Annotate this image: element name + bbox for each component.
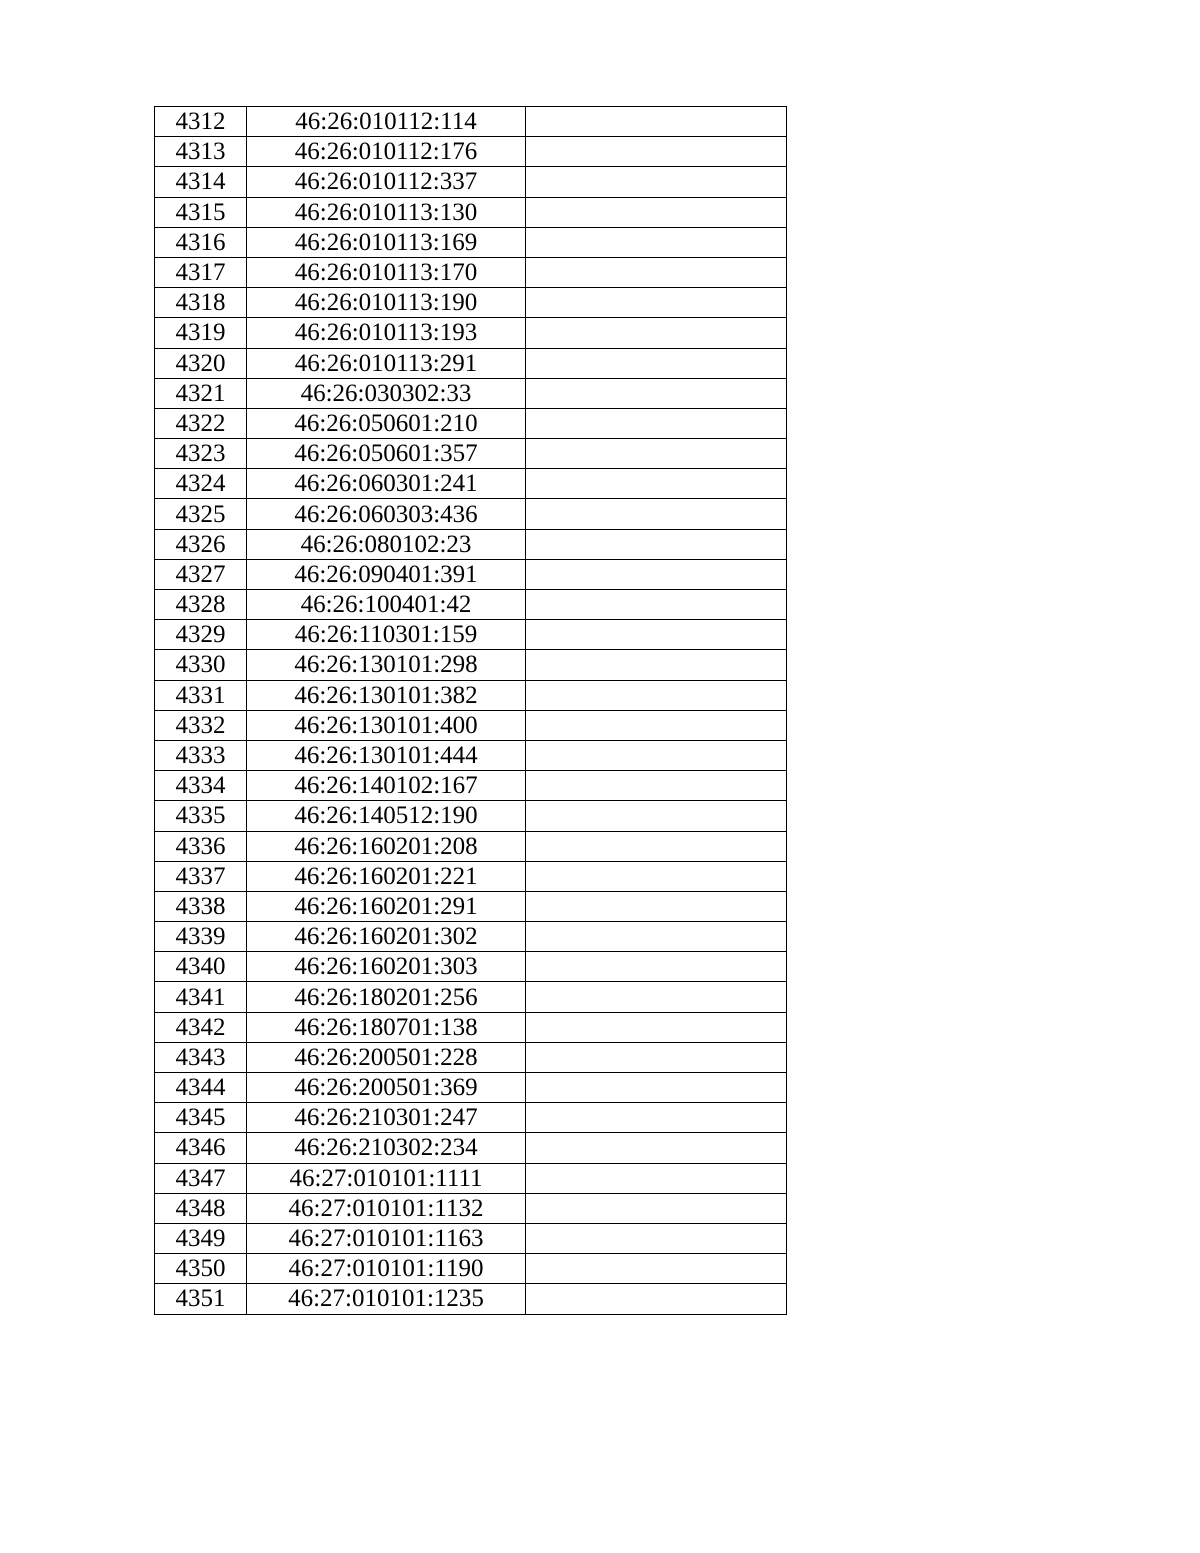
- note-cell: [526, 801, 787, 831]
- note-cell: [526, 982, 787, 1012]
- cadastral-number-cell: 46:26:130101:382: [247, 680, 526, 710]
- cadastral-number-cell: 46:27:010101:1235: [247, 1284, 526, 1314]
- cadastral-number-cell: 46:26:160201:303: [247, 952, 526, 982]
- note-cell: [526, 771, 787, 801]
- row-number-cell: 4314: [155, 167, 247, 197]
- note-cell: [526, 227, 787, 257]
- cadastral-number-cell: 46:26:160201:291: [247, 891, 526, 921]
- table-row: [155, 348, 787, 378]
- table-row: [155, 861, 787, 891]
- cadastral-number-cell: 46:26:140512:190: [247, 801, 526, 831]
- cadastral-number-cell: 46:26:160201:221: [247, 861, 526, 891]
- cadastral-number-cell: 46:26:180701:138: [247, 1012, 526, 1042]
- note-cell: [526, 740, 787, 770]
- table-row: [155, 952, 787, 982]
- row-number-cell: 4319: [155, 318, 247, 348]
- row-number-cell: 4333: [155, 740, 247, 770]
- cadastral-number-cell: 46:26:050601:357: [247, 439, 526, 469]
- table-row: [155, 1133, 787, 1163]
- table-row: [155, 288, 787, 318]
- note-cell: [526, 529, 787, 559]
- row-number-cell: 4328: [155, 590, 247, 620]
- row-number-cell: 4351: [155, 1284, 247, 1314]
- table-row: [155, 167, 787, 197]
- note-cell: [526, 1163, 787, 1193]
- cadastral-number-cell: 46:26:210301:247: [247, 1103, 526, 1133]
- table-row: [155, 1193, 787, 1223]
- table-row: [155, 771, 787, 801]
- row-number-cell: 4350: [155, 1254, 247, 1284]
- row-number-cell: 4325: [155, 499, 247, 529]
- note-cell: [526, 167, 787, 197]
- table-row: [155, 1012, 787, 1042]
- cadastral-table: [154, 106, 787, 1315]
- note-cell: [526, 1284, 787, 1314]
- note-cell: [526, 861, 787, 891]
- cadastral-number-cell: 46:26:130101:298: [247, 650, 526, 680]
- row-number-cell: 4347: [155, 1163, 247, 1193]
- row-number-cell: 4343: [155, 1042, 247, 1072]
- note-cell: [526, 137, 787, 167]
- cadastral-number-cell: 46:26:090401:391: [247, 559, 526, 589]
- table-row: [155, 529, 787, 559]
- row-number-cell: 4322: [155, 408, 247, 438]
- table-row: [155, 922, 787, 952]
- row-number-cell: 4338: [155, 891, 247, 921]
- cadastral-number-cell: 46:27:010101:1190: [247, 1254, 526, 1284]
- cadastral-number-cell: 46:26:010113:193: [247, 318, 526, 348]
- note-cell: [526, 439, 787, 469]
- row-number-cell: 4326: [155, 529, 247, 559]
- note-cell: [526, 1103, 787, 1133]
- note-cell: [526, 408, 787, 438]
- cadastral-number-cell: 46:26:080102:23: [247, 529, 526, 559]
- cadastral-number-cell: 46:26:210302:234: [247, 1133, 526, 1163]
- cadastral-number-cell: 46:26:030302:33: [247, 378, 526, 408]
- table-row: [155, 378, 787, 408]
- note-cell: [526, 318, 787, 348]
- table-row: [155, 650, 787, 680]
- row-number-cell: 4340: [155, 952, 247, 982]
- note-cell: [526, 1223, 787, 1253]
- cadastral-table-body: [155, 107, 787, 1315]
- cadastral-number-cell: 46:26:160201:208: [247, 831, 526, 861]
- table-row: [155, 590, 787, 620]
- note-cell: [526, 1042, 787, 1072]
- table-row: [155, 1223, 787, 1253]
- note-cell: [526, 559, 787, 589]
- note-cell: [526, 348, 787, 378]
- table-row: [155, 891, 787, 921]
- table-row: [155, 439, 787, 469]
- cadastral-number-cell: 46:26:060301:241: [247, 469, 526, 499]
- cadastral-number-cell: 46:27:010101:1163: [247, 1223, 526, 1253]
- table-row: [155, 408, 787, 438]
- table-row: [155, 499, 787, 529]
- note-cell: [526, 378, 787, 408]
- table-row: [155, 1284, 787, 1314]
- row-number-cell: 4320: [155, 348, 247, 378]
- note-cell: [526, 831, 787, 861]
- cadastral-number-cell: 46:26:010112:337: [247, 167, 526, 197]
- table-row: [155, 740, 787, 770]
- row-number-cell: 4344: [155, 1073, 247, 1103]
- cadastral-number-cell: 46:26:010113:170: [247, 257, 526, 287]
- cadastral-number-cell: 46:26:100401:42: [247, 590, 526, 620]
- table-row: [155, 620, 787, 650]
- row-number-cell: 4330: [155, 650, 247, 680]
- row-number-cell: 4339: [155, 922, 247, 952]
- note-cell: [526, 620, 787, 650]
- row-number-cell: 4323: [155, 439, 247, 469]
- note-cell: [526, 590, 787, 620]
- note-cell: [526, 107, 787, 137]
- row-number-cell: 4332: [155, 710, 247, 740]
- row-number-cell: 4346: [155, 1133, 247, 1163]
- row-number-cell: 4336: [155, 831, 247, 861]
- note-cell: [526, 922, 787, 952]
- table-row: [155, 982, 787, 1012]
- row-number-cell: 4337: [155, 861, 247, 891]
- cadastral-number-cell: 46:26:200501:228: [247, 1042, 526, 1072]
- cadastral-number-cell: 46:26:130101:400: [247, 710, 526, 740]
- table-row: [155, 1073, 787, 1103]
- note-cell: [526, 680, 787, 710]
- row-number-cell: 4313: [155, 137, 247, 167]
- row-number-cell: 4317: [155, 257, 247, 287]
- cadastral-number-cell: 46:26:010113:169: [247, 227, 526, 257]
- row-number-cell: 4342: [155, 1012, 247, 1042]
- note-cell: [526, 499, 787, 529]
- table-row: [155, 1254, 787, 1284]
- note-cell: [526, 1012, 787, 1042]
- row-number-cell: 4334: [155, 771, 247, 801]
- row-number-cell: 4315: [155, 197, 247, 227]
- row-number-cell: 4324: [155, 469, 247, 499]
- cadastral-number-cell: 46:26:130101:444: [247, 740, 526, 770]
- table-row: [155, 318, 787, 348]
- table-row: [155, 1103, 787, 1133]
- note-cell: [526, 1133, 787, 1163]
- row-number-cell: 4327: [155, 559, 247, 589]
- note-cell: [526, 1073, 787, 1103]
- row-number-cell: 4321: [155, 378, 247, 408]
- note-cell: [526, 197, 787, 227]
- note-cell: [526, 288, 787, 318]
- note-cell: [526, 1254, 787, 1284]
- table-row: [155, 710, 787, 740]
- row-number-cell: 4348: [155, 1193, 247, 1223]
- row-number-cell: 4345: [155, 1103, 247, 1133]
- cadastral-number-cell: 46:26:010112:176: [247, 137, 526, 167]
- table-row: [155, 1042, 787, 1072]
- row-number-cell: 4335: [155, 801, 247, 831]
- table-row: [155, 227, 787, 257]
- cadastral-number-cell: 46:27:010101:1132: [247, 1193, 526, 1223]
- table-row: [155, 831, 787, 861]
- row-number-cell: 4329: [155, 620, 247, 650]
- row-number-cell: 4316: [155, 227, 247, 257]
- note-cell: [526, 891, 787, 921]
- note-cell: [526, 952, 787, 982]
- table-row: [155, 559, 787, 589]
- note-cell: [526, 1193, 787, 1223]
- cadastral-number-cell: 46:26:050601:210: [247, 408, 526, 438]
- row-number-cell: 4318: [155, 288, 247, 318]
- row-number-cell: 4341: [155, 982, 247, 1012]
- cadastral-number-cell: 46:26:180201:256: [247, 982, 526, 1012]
- cadastral-number-cell: 46:26:010113:130: [247, 197, 526, 227]
- cadastral-number-cell: 46:26:160201:302: [247, 922, 526, 952]
- table-row: [155, 257, 787, 287]
- cadastral-number-cell: 46:26:060303:436: [247, 499, 526, 529]
- cadastral-number-cell: 46:26:010112:114: [247, 107, 526, 137]
- cadastral-number-cell: 46:26:110301:159: [247, 620, 526, 650]
- row-number-cell: 4349: [155, 1223, 247, 1253]
- table-row: [155, 801, 787, 831]
- cadastral-number-cell: 46:26:010113:190: [247, 288, 526, 318]
- note-cell: [526, 257, 787, 287]
- table-row: [155, 137, 787, 167]
- table-row: [155, 680, 787, 710]
- cadastral-number-cell: 46:27:010101:1111: [247, 1163, 526, 1193]
- table-row: [155, 197, 787, 227]
- cadastral-number-cell: 46:26:200501:369: [247, 1073, 526, 1103]
- table-row: [155, 107, 787, 137]
- note-cell: [526, 710, 787, 740]
- row-number-cell: 4331: [155, 680, 247, 710]
- note-cell: [526, 469, 787, 499]
- cadastral-number-cell: 46:26:140102:167: [247, 771, 526, 801]
- cadastral-number-cell: 46:26:010113:291: [247, 348, 526, 378]
- note-cell: [526, 650, 787, 680]
- table-row: [155, 1163, 787, 1193]
- row-number-cell: 4312: [155, 107, 247, 137]
- table-row: [155, 469, 787, 499]
